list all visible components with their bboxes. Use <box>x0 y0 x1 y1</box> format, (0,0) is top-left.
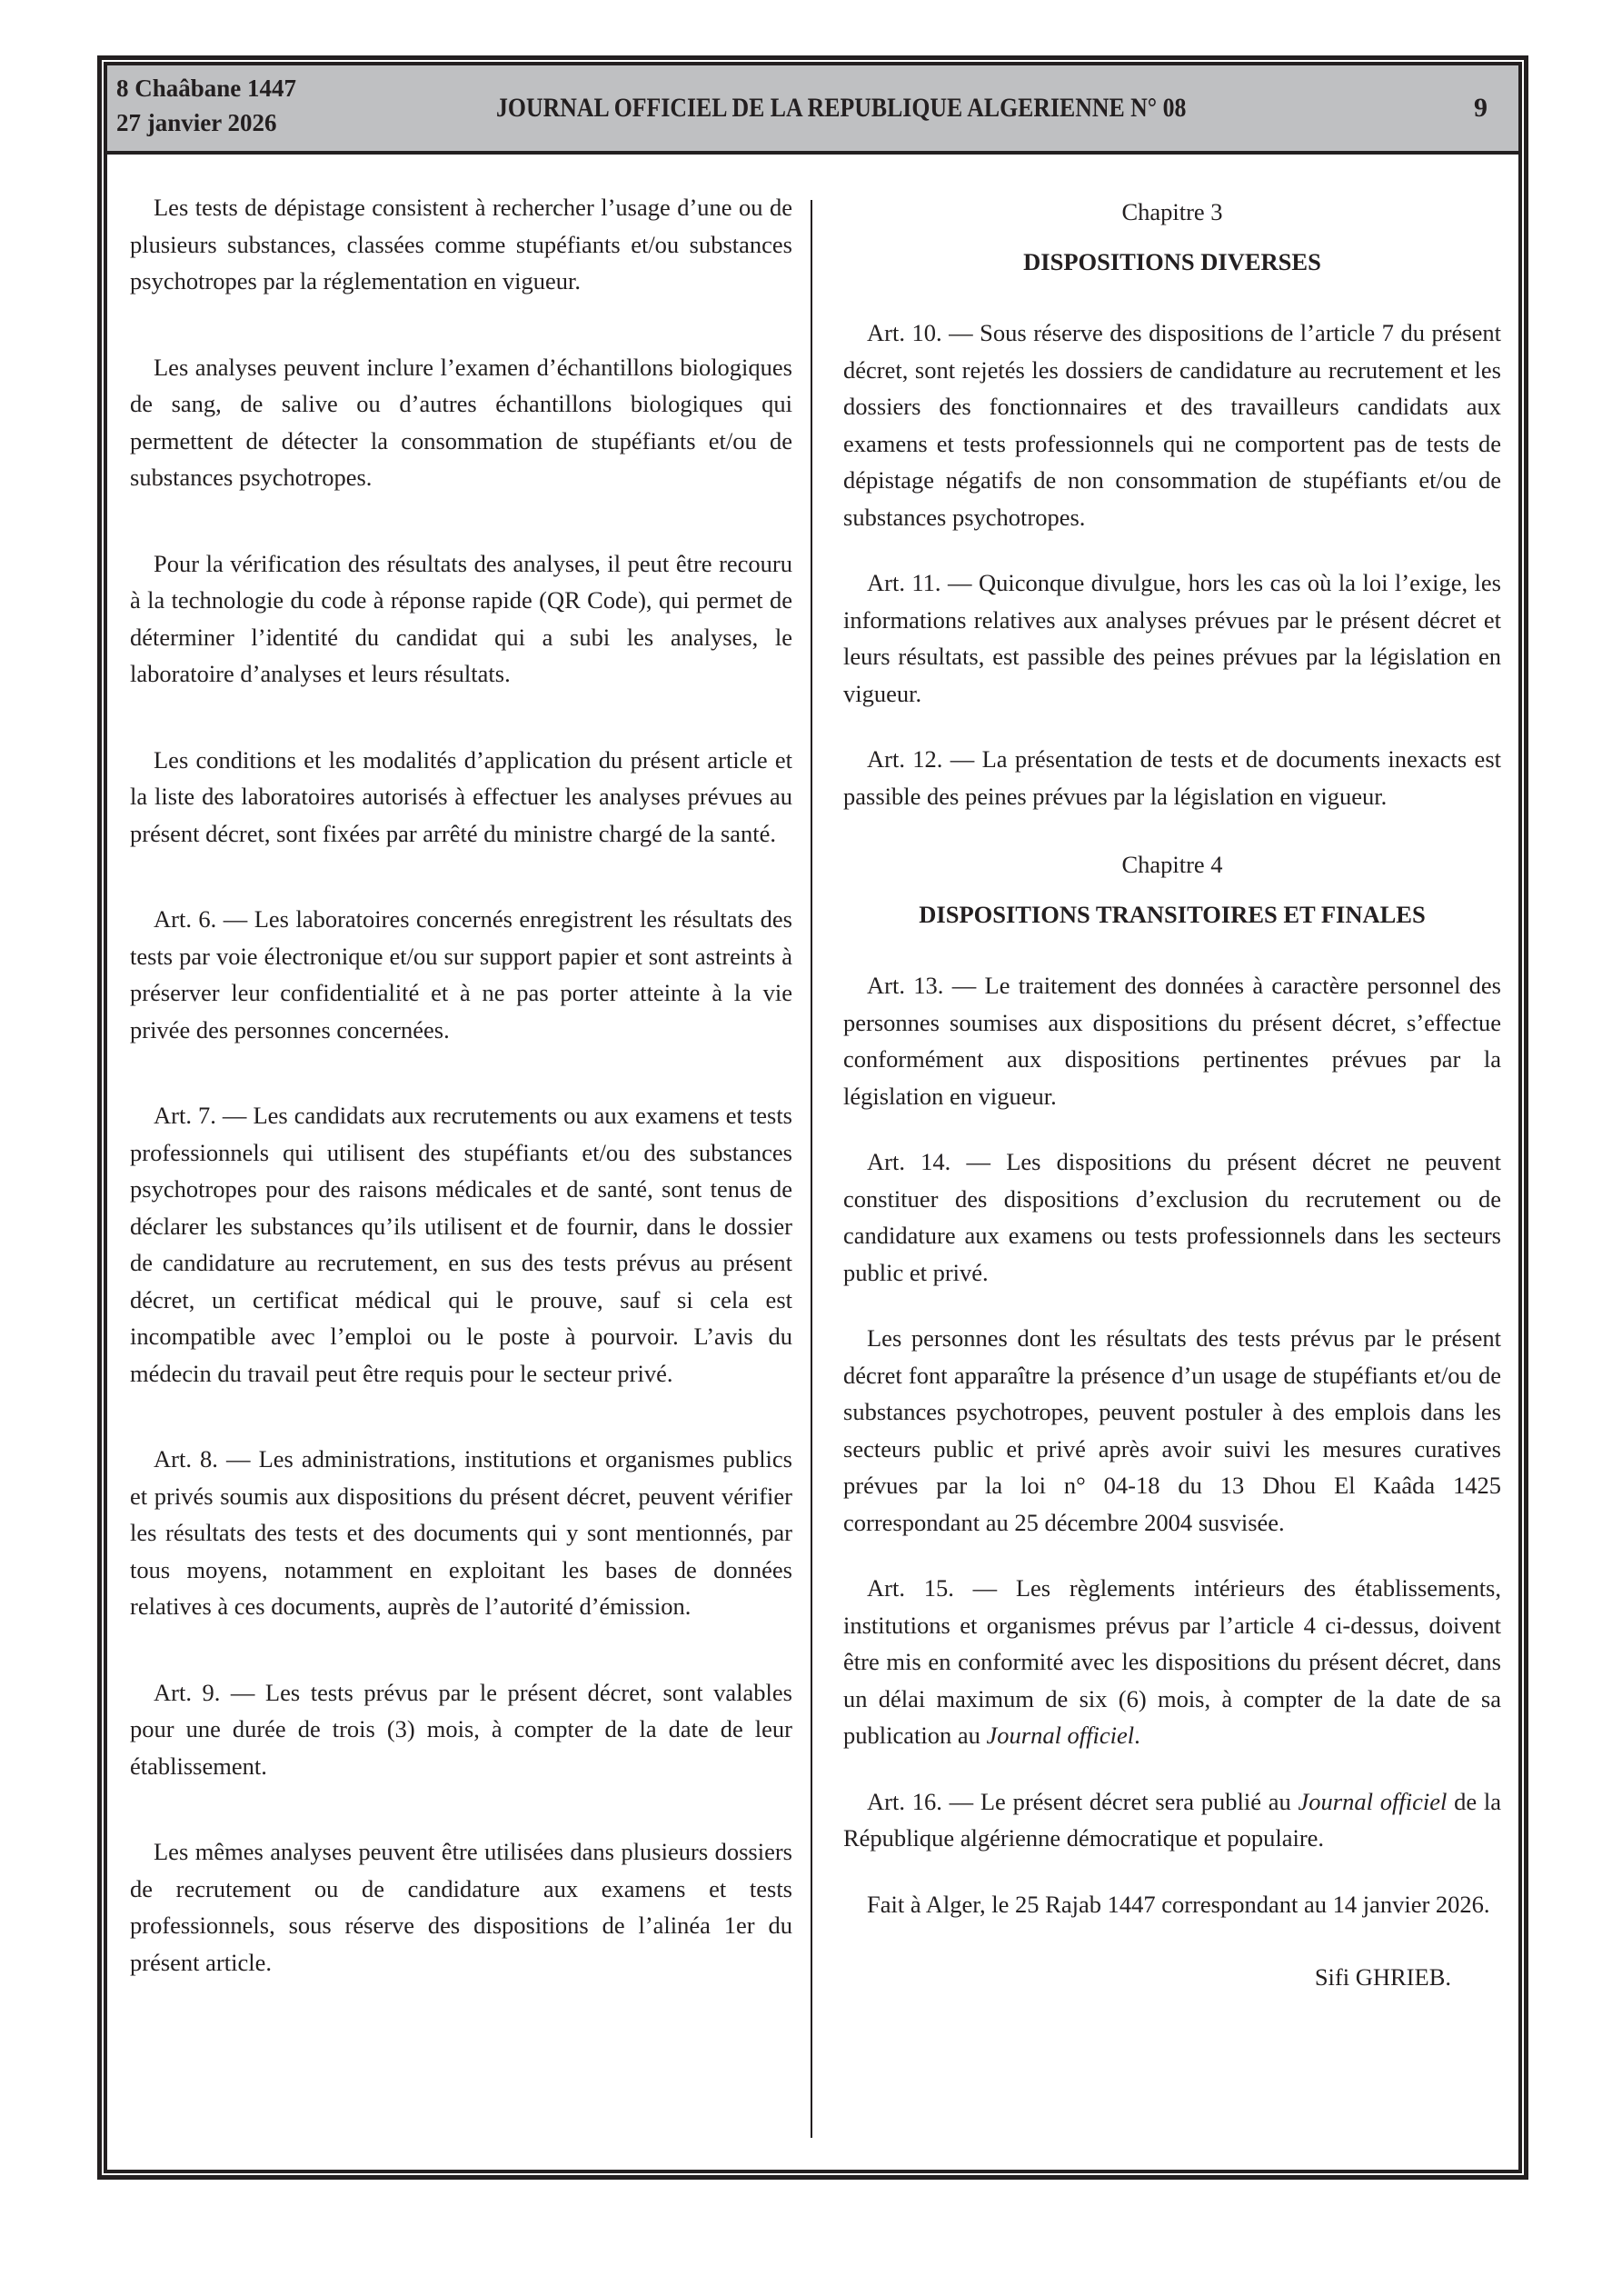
page-number: 9 <box>1474 93 1488 123</box>
paragraph-analyses-samples: Les analyses peuvent inclure l’examen d’échantillons biologiques de sang, de salive ou d’autres échantillons biologiques qui permettent de détecter la consommation de stupéfiants et/ou de substances psychotropes. <box>130 353 792 491</box>
chapter-4-title: DISPOSITIONS TRANSITOIRES ET FINALES <box>919 900 1426 928</box>
article-10: Art. 10. — Sous réserve des dispositions de l’article 7 du présent décret, sont rejetés les dossiers de candidature au recrutement et les dossiers des fonctionnaires et des travailleurs candidats aux examens et tests professionnels qui ne comportent pas de tests de dépistage négatifs de non consommation de stupéfiants et/ou de substances psychotropes. <box>843 319 1501 531</box>
closing-statement: Fait à Alger, le 25 Rajab 1447 correspondant au 14 janvier 2026. <box>867 1890 1490 1918</box>
header-dates <box>116 71 296 140</box>
paragraph-conditions: Les conditions et les modalités d’application du présent article et la liste des laboratoires autorisés à effectuer les analyses prévues au présent décret, sont fixées par arrêté du ministre chargé de la santé. <box>130 745 792 847</box>
gregorian-date: 27 janvier 2026 <box>116 109 277 136</box>
journal-officiel-italic: Journal officiel <box>986 1722 1135 1749</box>
article-7: Art. 7. — Les candidats aux recrutements ou aux examens et tests professionnels qui utilisent des stupéfiants et/ou des substances psychotropes pour des raisons médicales et de santé, sont tenus de déclarer les substances qu’ils utilisent et de fournir, dans le dossier de candidature au recrutement, en sus des tests prévus au présent décret, un certificat médical qui le prouve, sauf si cela est incompatible avec l’emploi ou le poste à pourvoir. L’avis du médecin du travail peut être requis pour le secteur privé. <box>130 1102 792 1387</box>
chapter-3-title: DISPOSITIONS DIVERSES <box>1023 247 1321 275</box>
article-13: Art. 13. — Le traitement des données à caractère personnel des personnes soumises aux dispositions du présent décret, s’effectue conformément aux dispositions pertinentes prévues par la législation en vigueur. <box>843 972 1501 1110</box>
hijri-date: 8 Chaâbane 1447 <box>116 75 297 102</box>
chapter-3-label: Chapitre 3 <box>1121 198 1223 225</box>
journal-title: JOURNAL OFFICIEL DE LA REPUBLIQUE ALGERIENNE N° 08 <box>496 93 1187 123</box>
paragraph-same-analyses: Les mêmes analyses peuvent être utilisées dans plusieurs dossiers de recrutement ou de candidature aux examens et tests professionnels, sous réserve des dispositions de l’alinéa 1er du présent article. <box>130 1838 792 1976</box>
right-column <box>843 194 1501 1996</box>
left-column <box>130 189 792 1981</box>
article-11: Art. 11. — Quiconque divulgue, hors les cas où la loi l’exige, les informations relatives aux analyses prévues par le présent décret et leurs résultats, est passible des peines prévues par la législation en vigueur. <box>843 569 1501 707</box>
article-6: Art. 6. — Les laboratoires concernés enregistrent les résultats des tests par voie électronique et/ou sur support papier et sont astreints à préserver leur confidentialité et à ne pas porter atteinte à la vie privée des personnes concernées. <box>130 905 792 1043</box>
article-15-end: . <box>1134 1722 1140 1749</box>
article-16 <box>843 1783 1501 1857</box>
article-12: Art. 12. — La présentation de tests et de documents inexacts est passible des peines prévues par la législation en vigueur. <box>843 745 1501 810</box>
article-15-text: Art. 15. — Les règlements intérieurs des établissements, institutions et organismes prévus par l’article 4 ci-dessus, doivent être mis en conformité avec les dispositions du présent décret, dans un délai maximum de six (6) mois, à compter de la date de sa publication au <box>843 1574 1501 1749</box>
journal-header <box>107 65 1518 155</box>
article-14-paragraph-2: Les personnes dont les résultats des tests prévus par le présent décret font apparaître la présence d’un usage de stupéfiants et/ou de substances psychotropes, peuvent postuler à des emplois dans les secteurs public et privé après avoir suivi les mesures curatives prévues par la loi n° 04-18 du 13 Dhou El Kaâda 1425 correspondant au 25 décembre 2004 susvisée. <box>843 1324 1501 1536</box>
column-divider <box>811 200 812 2138</box>
paragraph-qr-code: Pour la vérification des résultats des analyses, il peut être recouru à la technologie du code à réponse rapide (QR Code), qui permet de déterminer l’identité du candidat qui a subi les analyses, le laboratoire d’analyses et leurs résultats. <box>130 549 792 687</box>
article-16-text: Art. 16. — Le présent décret sera publié au <box>867 1787 1299 1815</box>
journal-officiel-italic: Journal officiel <box>1298 1787 1448 1815</box>
chapter-4-label: Chapitre 4 <box>1121 851 1223 878</box>
article-9: Art. 9. — Les tests prévus par le présent décret, sont valables pour une durée de trois (3) mois, à compter de la date de leur établissement. <box>130 1678 792 1780</box>
article-8: Art. 8. — Les administrations, institutions et organismes publics et privés soumis aux dispositions du présent décret, peuvent vérifier les résultats des tests et des documents qui y sont mentionnés, par tous moyens, notamment en exploitant les bases de données relatives à ces documents, auprès de l’autorité d’émission. <box>130 1445 792 1620</box>
article-16-end: de la République algérienne démocratique et populaire. <box>843 1787 1502 1852</box>
paragraph-screening-tests: Les tests de dépistage consistent à rechercher l’usage d’une ou de plusieurs substances, classées comme stupéfiants et/ou substances psychotropes par la réglementation en vigueur. <box>130 194 792 294</box>
article-14: Art. 14. — Les dispositions du présent décret ne peuvent constituer des dispositions d’exclusion du recrutement ou de candidature aux examens ou tests professionnels dans les secteurs public et privé. <box>843 1148 1501 1286</box>
article-15 <box>843 1570 1501 1754</box>
signature: Sifi GHRIEB. <box>1314 1963 1451 1991</box>
